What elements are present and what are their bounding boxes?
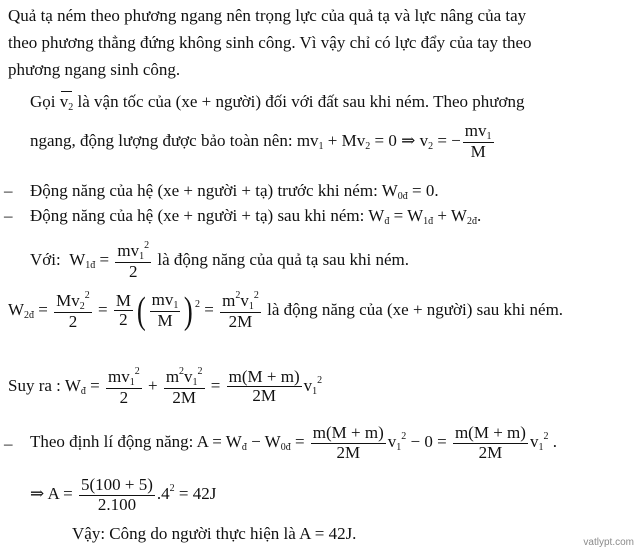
intro-line-3: phương ngang sinh công. bbox=[8, 60, 181, 79]
momentum-line: ngang, động lượng được bảo toàn nên: $mv_1 + Mv_2 = 0$ ⇒ $v_2$ = − $\frac{mv_1}{M}$ bbox=[30, 121, 492, 161]
momentum-text: ngang, động lượng được bảo toàn nên: bbox=[30, 130, 293, 150]
w1d-prefix: Với: bbox=[30, 249, 61, 269]
intro-line-2: theo phương thẳng đứng không sinh công. Vì vậy chỉ có lực đẩy của tay theo bbox=[8, 33, 532, 52]
velocity-symbol: $v_2$ bbox=[59, 92, 74, 113]
theorem-line: Theo định lí động năng: $A = W_đ - W_{0đ}$ = $\frac{m(M + m)}{2M}$ $v_1^2 - 0$ = $\frac{m(M + m)}{2M}$ $v_1^2$ . bbox=[30, 423, 557, 462]
w1d-text: là động năng của quả tạ sau khi ném. bbox=[157, 249, 409, 269]
result-line: ⇒ A = $\frac{5(100 + 5)}{2.100}$ $.4^2 = 42J$ bbox=[30, 475, 217, 514]
bullet-3: – bbox=[4, 434, 13, 453]
result-value: = 42J bbox=[178, 484, 217, 504]
ke-after-line: Động năng của hệ (xe + người + tạ) sau khi ném: $W_đ = W_{1đ} + W_{2đ}$. bbox=[30, 206, 482, 227]
velocity-definition bbox=[30, 92, 525, 114]
bullet-2: – bbox=[4, 206, 13, 225]
suy-ra-label: Suy ra : bbox=[8, 375, 61, 395]
w2d-line: $W_{2đ}$ = $\frac{Mv_2^2}{2}$ = $\frac{M}{2}$ ( $\frac{mv_1}{M}$ ) $^2$ = $\frac{m^2v_1^2}{2M}$ là động năng của (xe + người) sau khi ném. bbox=[8, 289, 564, 332]
theorem-text: Theo định lí động năng: bbox=[30, 432, 194, 452]
ke-after-text: Động năng của hệ (xe + người + tạ) sau khi ném: bbox=[30, 206, 365, 225]
w2d-text: là động năng của (xe + người) sau khi ném. bbox=[267, 299, 564, 319]
goi-word: Gọi bbox=[30, 92, 56, 111]
w1d-line: Với: $W_{1đ}$ = $\frac{mv_1^2}{2}$ là động năng của quả tạ sau khi ném. bbox=[30, 240, 409, 281]
momentum-fraction: $\frac{mv_1}{M}$ bbox=[464, 121, 492, 161]
ke-before-line: Động năng của hệ (xe + người + tạ) trước khi ném: $W_{0đ} = 0$. bbox=[30, 181, 439, 202]
intro-line-1: Quả tạ ném theo phương ngang nên trọng lực của quả tạ và lực nâng của tay bbox=[8, 6, 527, 25]
watermark-text: vatlypt.com bbox=[583, 537, 634, 548]
conclusion-line: Vậy: Công do người thực hiện là A = 42J. bbox=[72, 524, 357, 543]
velocity-text: là vận tốc của (xe + người) đối với đất sau khi ném. Theo phương bbox=[77, 92, 525, 111]
w1d-fraction: $\frac{mv_1^2}{2}$ bbox=[117, 240, 150, 281]
suy-ra-line: Suy ra : $W_đ$ = $\frac{mv_1^2}{2}$ + $\frac{m^2v_1^2}{2M}$ = $\frac{m(M + m)}{2M}$ $v_1^2$ bbox=[8, 366, 323, 407]
result-fraction: $\frac{5(100 + 5)}{2.100}$ bbox=[80, 475, 153, 514]
bullet-1: – bbox=[4, 181, 13, 200]
ke-before-text: Động năng của hệ (xe + người + tạ) trước khi ném: bbox=[30, 181, 378, 200]
